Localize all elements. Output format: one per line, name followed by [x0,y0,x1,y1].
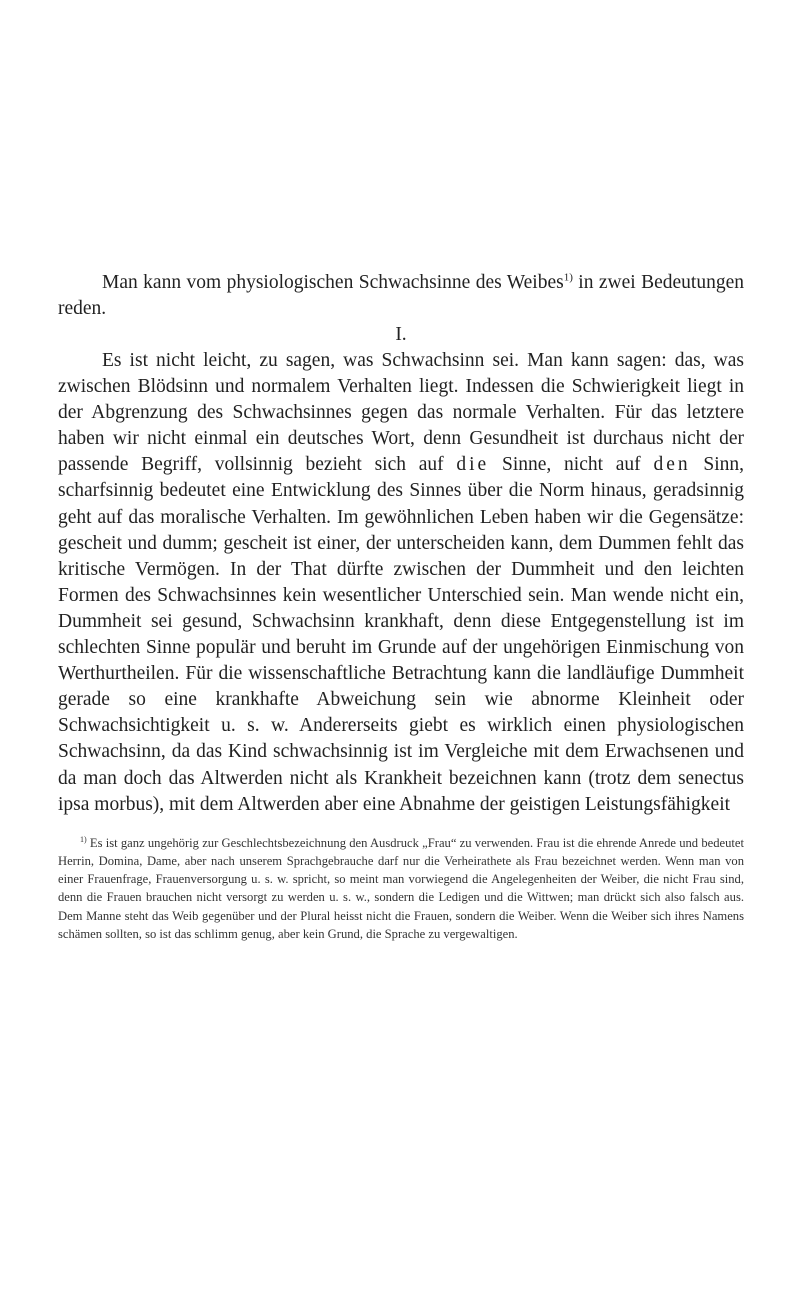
paragraph-text-2: Sinne, nicht auf [489,454,654,476]
emphasis-die: die [456,454,490,476]
footnote [58,834,744,943]
section-heading: I. [395,324,407,345]
paragraph-text-1: Es ist nicht leicht, zu sagen, was Schwachsinn sei. Man kann sagen: das, was zwischen Blödsinn und normalem Verhalten liegt. Indessen die Schwierigkeit liegt in der Abgrenzung des Schwachsinnes gegen das normale Verhalten. Für das letztere haben wir nicht einmal ein deutsches Wort, denn Gesundheit ist durchaus nicht der passende Begriff, vollsinnig bezieht sich auf [58,350,744,476]
emphasis-den: den [653,454,691,476]
body-paragraph [58,348,744,818]
intro-sentence [58,270,744,322]
document-page [58,270,744,956]
footnote-reference[interactable]: 1) [563,271,573,284]
footnote-text: Es ist ganz ungehörig zur Geschlechtsbezeichnung den Ausdruck „Frau“ zu verwenden. Frau ist die ehrende Anrede und bedeutet Herrin, Domina, Dame, aber nach unserem Sprachgebrauche darf nur die Verheirathete als Frau bezeichnet werden. Wenn man von einer Frauenfrage, Frauenversorgung u. s. w. spricht, so meint man vorwiegend die Angelegenheiten der Weiber, die nicht Frau sind, denn die Frauen brauchen nicht versorgt zu werden u. s. w., sondern die Ledigen und die Wittwen; man drückt sich also falsch aus. Dem Manne steht das Weib gegenüber und der Plural heisst nicht die Frauen, sondern die Weiber. Wenn die Weiber sich ihres Namens schämen sollten, so ist das schlimm genug, aber kein Grund, die Sprache zu vergewaltigen. [58,835,744,941]
intro-text-end: in zwei Bedeutungen reden. [58,272,744,319]
footnote-marker: 1) [80,834,87,844]
paragraph-text-3: Sinn, scharfsinnig bedeutet eine Entwicklung des Sinnes über die Norm hinaus, geradsinnig geht auf das moralische Verhalten. Im gewöhnlichen Leben haben wir die Gegensätze: gescheit und dumm; gescheit ist einer, der unterscheiden kann, dem Dummen fehlt das kritische Vermögen. In der That dürfte zwischen der Dummheit und den leichten Formen des Schwachsinnes kein wesentlicher Unterschied sein. Man wende nicht ein, Dummheit sei gesund, Schwachsinn krankhaft, denn diese Entgegenstellung ist im schlechten Sinne populär und beruht im Grunde auf der ungehörigen Einmischung von Werthurtheilen. Für die wissenschaftliche Betrachtung kann die landläufige Dummheit gerade so eine krankhafte Abweichung sein wie abnorme Kleinheit oder Schwachsichtigkeit u. s. w. Andererseits giebt es wirklich einen physiologischen Schwachsinn, da das Kind schwachsinnig ist im Vergleiche mit dem Erwachsenen und da man doch das Altwerden nicht als Krankheit bezeichnen kann (trotz dem senectus ipsa morbus), mit dem Altwerden aber eine Abnahme der geistigen Leistungsfähigkeit [58,454,744,815]
intro-text: Man kann vom physiologischen Schwachsinne des Weibes [102,272,564,293]
